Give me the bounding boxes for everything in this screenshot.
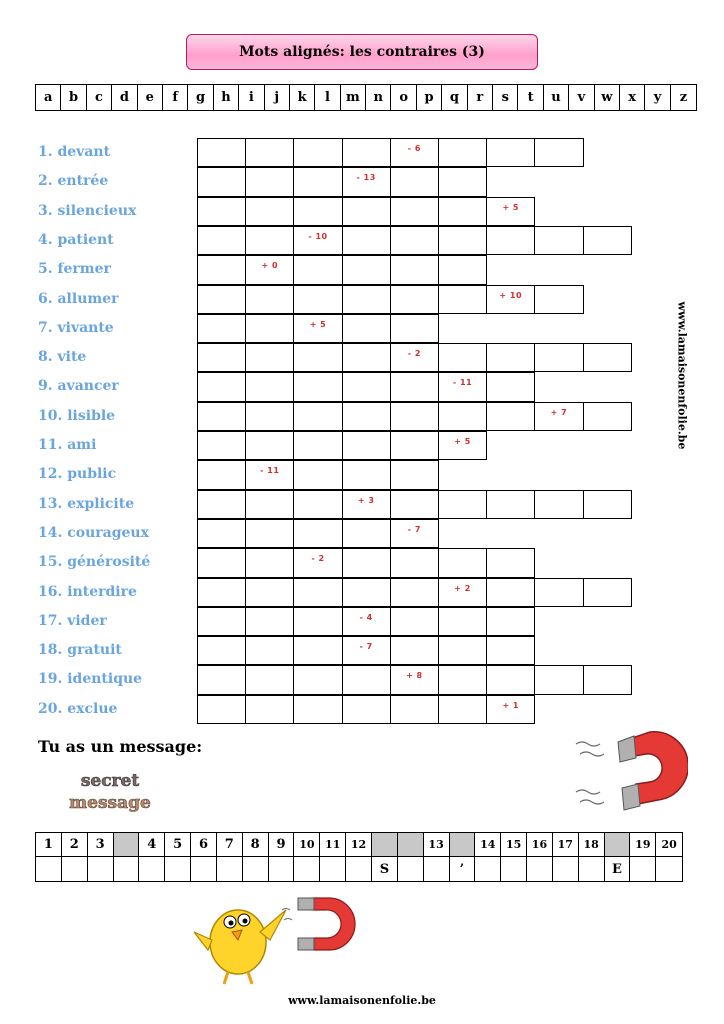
letter-box[interactable] (293, 314, 342, 343)
letter-box[interactable] (438, 665, 487, 694)
shift-hint: + 2 (454, 583, 471, 593)
grid-row (197, 607, 534, 636)
letter-box[interactable] (342, 519, 391, 548)
letter-box[interactable] (197, 548, 246, 577)
letter-box[interactable] (390, 548, 439, 577)
letter-box[interactable] (245, 548, 294, 577)
letter-box[interactable] (390, 431, 439, 460)
letter-box[interactable] (534, 343, 583, 372)
letter-box[interactable] (342, 548, 391, 577)
answer-number: 7 (217, 833, 243, 857)
grid-row (197, 285, 583, 314)
alphabet-letter: x (620, 85, 645, 110)
grid-row (197, 197, 534, 226)
answer-letter-box[interactable] (165, 857, 191, 881)
shift-hint: + 1 (502, 700, 519, 710)
shift-hint: + 8 (406, 671, 423, 681)
clue-label: 5. fermer (38, 261, 111, 278)
letter-box[interactable] (197, 197, 246, 226)
letter-box[interactable] (245, 255, 294, 284)
shift-hint: + 0 (261, 261, 279, 271)
letter-box[interactable] (534, 490, 583, 519)
clue-label: 16. interdire (38, 583, 137, 600)
shift-hint: + 5 (502, 202, 519, 212)
letter-box[interactable] (245, 197, 294, 226)
side-website-url: www.lamaisonenfolie.be (675, 301, 689, 450)
letter-box[interactable] (342, 665, 391, 694)
alphabet-letter: u (544, 85, 569, 110)
answer-separator (450, 833, 476, 857)
letter-box[interactable] (197, 402, 246, 431)
letter-box[interactable] (534, 665, 583, 694)
letter-box[interactable] (534, 138, 583, 167)
letter-box[interactable] (438, 343, 487, 372)
shift-hint: - 2 (311, 554, 325, 564)
letter-box[interactable] (486, 197, 535, 226)
letter-box[interactable] (486, 665, 535, 694)
answer-letter-row (36, 857, 682, 881)
letter-box[interactable] (245, 607, 294, 636)
letter-box[interactable] (390, 402, 439, 431)
letter-box[interactable] (293, 665, 342, 694)
alphabet-strip (35, 84, 697, 111)
answer-letter-box[interactable] (36, 857, 62, 881)
grid-row (197, 490, 631, 519)
chick-with-magnet-illustration (190, 880, 370, 990)
letter-box[interactable] (197, 695, 246, 724)
letter-box[interactable] (197, 519, 246, 548)
letter-box[interactable] (583, 490, 632, 519)
letter-box[interactable] (197, 431, 246, 460)
letter-box[interactable] (438, 255, 487, 284)
letter-box[interactable] (390, 519, 439, 548)
answer-number: 14 (475, 833, 501, 857)
answer-number: 16 (527, 833, 553, 857)
magnet-icon (562, 718, 688, 818)
shift-hint: - 2 (407, 349, 421, 359)
clue-label: 11. ami (38, 437, 97, 453)
letter-box[interactable] (390, 665, 439, 694)
answer-letter-box[interactable]: S (372, 857, 398, 881)
letter-box[interactable] (534, 402, 583, 431)
alphabet-letter: b (61, 85, 86, 110)
letter-box[interactable] (342, 197, 391, 226)
letter-box[interactable] (293, 285, 342, 314)
answer-separator (398, 833, 424, 857)
letter-box[interactable] (197, 343, 246, 372)
alphabet-letter: z (679, 90, 688, 105)
letter-box[interactable] (438, 167, 487, 196)
letter-box[interactable] (293, 343, 342, 372)
answer-letter-box[interactable] (320, 857, 346, 881)
alphabet-letter: r (468, 85, 493, 110)
answer-number: 19 (630, 833, 656, 857)
shift-hint: - 13 (356, 173, 376, 183)
letter-box[interactable] (197, 490, 246, 519)
letter-box[interactable] (390, 490, 439, 519)
letter-box[interactable] (342, 167, 391, 196)
answer-number: 9 (269, 833, 295, 857)
answer-number: 10 (294, 833, 320, 857)
alphabet-letter: f (163, 85, 188, 110)
letter-box[interactable] (245, 343, 294, 372)
secret-word: secret (80, 771, 140, 791)
clue-label: 10. lisible (38, 407, 116, 424)
answer-letter-box[interactable] (217, 857, 243, 881)
message-word: message (69, 793, 151, 813)
answer-number: 5 (165, 833, 191, 857)
letter-box[interactable] (390, 138, 439, 167)
letter-box[interactable] (390, 197, 439, 226)
shift-hint: + 3 (357, 495, 375, 505)
letter-box[interactable] (390, 607, 439, 636)
letter-box[interactable] (342, 343, 391, 372)
shift-hint: + 7 (550, 407, 568, 417)
letter-box[interactable] (390, 226, 439, 255)
letter-box[interactable] (293, 138, 342, 167)
clue-label: 19. identique (38, 671, 143, 688)
letter-box[interactable] (245, 402, 294, 431)
shift-hint: - 4 (359, 612, 373, 622)
answer-letter-box[interactable] (269, 857, 295, 881)
grid-row (197, 460, 438, 489)
letter-box[interactable] (486, 226, 535, 255)
letter-box[interactable] (197, 578, 246, 607)
letter-box[interactable] (438, 548, 487, 577)
alphabet-letter: y (645, 85, 670, 110)
letter-box[interactable] (342, 372, 391, 401)
grid-row (197, 167, 486, 196)
answer-letter-box[interactable] (294, 857, 320, 881)
grid-row (197, 431, 486, 460)
grid-row (197, 695, 534, 724)
letter-box[interactable] (438, 578, 487, 607)
letter-box[interactable] (342, 695, 391, 724)
answer-number: 17 (553, 833, 579, 857)
letter-box[interactable] (390, 636, 439, 665)
letter-box[interactable] (438, 402, 487, 431)
answer-number: 20 (656, 833, 682, 857)
secret-message-image (56, 766, 164, 814)
letter-box[interactable] (245, 138, 294, 167)
letter-box[interactable] (342, 636, 391, 665)
grid-row (197, 636, 534, 665)
grid-row (197, 372, 534, 401)
answer-letter-box[interactable] (579, 857, 605, 881)
letter-box[interactable] (245, 314, 294, 343)
letter-box[interactable] (245, 490, 294, 519)
letter-box[interactable] (342, 226, 391, 255)
letter-box[interactable] (245, 372, 294, 401)
clue-label: 18. gratuit (38, 642, 122, 659)
clue-label: 7. vivante (38, 319, 114, 336)
answer-letter-box[interactable] (424, 857, 450, 881)
answer-number: 18 (579, 833, 605, 857)
letter-box[interactable] (583, 402, 632, 431)
grid-row (197, 519, 438, 548)
alphabet-letter: i (239, 85, 264, 110)
letter-box[interactable] (342, 578, 391, 607)
grid-row (197, 314, 438, 343)
letter-box[interactable] (197, 138, 246, 167)
clue-label: 9. avancer (38, 378, 119, 395)
letter-box[interactable] (438, 138, 487, 167)
grid-row (197, 402, 631, 431)
letter-box[interactable] (245, 519, 294, 548)
letter-box[interactable] (342, 431, 391, 460)
answer-number: 11 (320, 833, 346, 857)
letter-box[interactable] (245, 285, 294, 314)
letter-box[interactable] (245, 636, 294, 665)
letter-box[interactable] (293, 695, 342, 724)
shift-hint: - 7 (359, 642, 373, 652)
answer-letter-box[interactable] (475, 857, 501, 881)
letter-box[interactable] (438, 636, 487, 665)
letter-box[interactable] (438, 431, 487, 460)
letter-box[interactable] (293, 519, 342, 548)
answer-number-row (36, 833, 682, 857)
answer-letter-box[interactable] (243, 857, 269, 881)
letter-box[interactable] (438, 490, 487, 519)
letter-box[interactable] (293, 578, 342, 607)
answer-number: 6 (191, 833, 217, 857)
letter-box[interactable] (293, 167, 342, 196)
alphabet-letter: d (112, 85, 137, 110)
letter-box[interactable] (390, 460, 439, 489)
letter-box[interactable] (245, 167, 294, 196)
letter-box[interactable] (342, 402, 391, 431)
letter-box[interactable] (197, 372, 246, 401)
footer-website-url: www.lamaisonenfolie.be (288, 994, 436, 1007)
shift-hint: + 5 (454, 437, 471, 446)
answer-letter-box[interactable] (139, 857, 165, 881)
alphabet-letter: l (315, 85, 340, 110)
answer-number: 3 (88, 833, 114, 857)
letter-box[interactable] (486, 402, 535, 431)
letter-box[interactable] (486, 548, 535, 577)
clue-label: 17. vider (38, 612, 107, 629)
letter-box[interactable] (293, 197, 342, 226)
letter-box[interactable] (342, 285, 391, 314)
answer-letter-box[interactable]: E (605, 857, 631, 881)
answer-number: 2 (62, 833, 88, 857)
alphabet-letter: p (417, 85, 442, 110)
letter-box[interactable] (390, 285, 439, 314)
grid-row (197, 578, 631, 607)
letter-box[interactable] (342, 138, 391, 167)
letter-box[interactable] (583, 343, 632, 372)
letter-box[interactable] (293, 490, 342, 519)
letter-box[interactable] (197, 460, 246, 489)
letter-box[interactable] (197, 607, 246, 636)
grid-row (197, 138, 583, 167)
letter-box[interactable] (390, 314, 439, 343)
letter-box[interactable] (293, 255, 342, 284)
letter-box[interactable] (486, 138, 535, 167)
letter-box[interactable] (293, 636, 342, 665)
answer-letter-box[interactable]: ’ (450, 857, 476, 881)
answer-letter-box[interactable] (501, 857, 527, 881)
answer-separator (372, 833, 398, 857)
answer-letter-box[interactable] (346, 857, 372, 881)
letter-box[interactable] (197, 636, 246, 665)
letter-box[interactable] (197, 226, 246, 255)
answer-number: 1 (36, 833, 62, 857)
title-text: Mots alignés: les contraires (3) (239, 44, 485, 60)
letter-box[interactable] (342, 314, 391, 343)
clue-label: 4. patient (38, 231, 114, 248)
clue-label: 12. public (38, 466, 117, 483)
letter-box[interactable] (197, 314, 246, 343)
answer-number: 12 (346, 833, 372, 857)
alphabet-letter: e (138, 85, 163, 110)
letter-box[interactable] (390, 255, 439, 284)
answer-number: 15 (501, 833, 527, 857)
letter-box[interactable] (245, 226, 294, 255)
letter-box[interactable] (486, 490, 535, 519)
alphabet-letter: o (391, 85, 416, 110)
alphabet-letter: v (569, 85, 594, 110)
letter-box[interactable] (293, 548, 342, 577)
letter-box[interactable] (245, 578, 294, 607)
clue-label: 2. entrée (38, 173, 109, 190)
grid-row (197, 548, 534, 577)
alphabet-letter: a (36, 85, 61, 110)
letter-box[interactable] (342, 607, 391, 636)
letter-box[interactable] (438, 197, 487, 226)
answer-letter-box[interactable] (527, 857, 553, 881)
shift-hint: + 10 (499, 290, 523, 300)
letter-box[interactable] (583, 578, 632, 607)
letter-box[interactable] (486, 695, 535, 724)
letter-box[interactable] (293, 460, 342, 489)
alphabet-letter: j (265, 85, 290, 110)
alphabet-letter: k (290, 85, 315, 110)
page-title (186, 34, 538, 70)
letter-box[interactable] (293, 402, 342, 431)
alphabet-letter: g (188, 85, 213, 110)
letter-box[interactable] (390, 372, 439, 401)
answer-letter-box[interactable] (553, 857, 579, 881)
answer-letter-box[interactable] (114, 857, 140, 881)
letter-box[interactable] (390, 578, 439, 607)
answer-letter-box[interactable] (62, 857, 88, 881)
letter-box[interactable] (438, 226, 487, 255)
answer-letter-box[interactable] (656, 857, 682, 881)
clue-label: 20. exclue (38, 700, 118, 717)
answer-letter-box[interactable] (630, 857, 656, 881)
alphabet-letter: t (518, 85, 543, 110)
letter-box[interactable] (245, 665, 294, 694)
letter-box[interactable] (390, 167, 439, 196)
alphabet-letter: q (442, 85, 467, 110)
grid-row (197, 255, 486, 284)
alphabet-letter: n (366, 85, 391, 110)
letter-box[interactable] (245, 431, 294, 460)
letter-box[interactable] (293, 607, 342, 636)
letter-box[interactable] (245, 460, 294, 489)
letter-box[interactable] (342, 460, 391, 489)
clue-label: 3. silencieux (38, 202, 137, 219)
letter-box[interactable] (583, 226, 632, 255)
alphabet-letter: m (341, 85, 366, 110)
clue-label: 15. générosité (38, 554, 151, 571)
shift-hint: - 11 (452, 378, 473, 388)
answer-letter-box[interactable] (191, 857, 217, 881)
grid-row (197, 226, 631, 255)
shift-hint: - 7 (407, 524, 421, 534)
letter-box[interactable] (390, 343, 439, 372)
clue-label: 8. vite (38, 349, 87, 366)
answer-letter-box[interactable] (398, 857, 424, 881)
answer-separator (605, 833, 631, 857)
letter-box[interactable] (293, 431, 342, 460)
letter-box[interactable] (390, 695, 439, 724)
letter-box[interactable] (438, 285, 487, 314)
shift-hint: - 6 (407, 144, 421, 153)
answer-number: 4 (139, 833, 165, 857)
clue-label: 14. courageux (38, 524, 149, 541)
letter-box[interactable] (197, 285, 246, 314)
letter-box[interactable] (197, 167, 246, 196)
alphabet-letter: c (87, 85, 112, 110)
shift-hint: - 10 (308, 231, 328, 241)
message-label: Tu as un message: (38, 737, 203, 756)
letter-box[interactable] (534, 226, 583, 255)
letter-box[interactable] (486, 607, 535, 636)
letter-box[interactable] (486, 343, 535, 372)
letter-box[interactable] (438, 372, 487, 401)
shift-hint: + 5 (309, 319, 327, 329)
answer-number: 13 (424, 833, 450, 857)
letter-box[interactable] (583, 665, 632, 694)
letter-box[interactable] (245, 695, 294, 724)
clue-label: 13. explicite (38, 495, 135, 512)
shift-hint: - 11 (260, 466, 280, 476)
letter-box[interactable] (342, 255, 391, 284)
letter-box[interactable] (486, 636, 535, 665)
message-answer-grid (35, 832, 683, 882)
letter-box[interactable] (293, 226, 342, 255)
letter-box[interactable] (534, 578, 583, 607)
grid-row (197, 665, 631, 694)
letter-box[interactable] (486, 578, 535, 607)
letter-box[interactable] (438, 695, 487, 724)
letter-box[interactable] (342, 490, 391, 519)
letter-box[interactable] (438, 607, 487, 636)
alphabet-letter: h (214, 85, 239, 110)
alphabet-letter: s (493, 85, 518, 110)
letter-box[interactable] (293, 372, 342, 401)
letter-box[interactable] (197, 665, 246, 694)
alphabet-letter: w (595, 85, 620, 110)
clue-label: 1. devant (38, 144, 111, 160)
answer-number: 8 (243, 833, 269, 857)
letter-box[interactable] (486, 372, 535, 401)
grid-row (197, 343, 631, 372)
letter-box[interactable] (197, 255, 246, 284)
answer-letter-box[interactable] (88, 857, 114, 881)
answer-separator (114, 833, 140, 857)
clue-label: 6. allumer (38, 290, 119, 307)
letter-box[interactable] (486, 285, 535, 314)
letter-box[interactable] (534, 285, 583, 314)
